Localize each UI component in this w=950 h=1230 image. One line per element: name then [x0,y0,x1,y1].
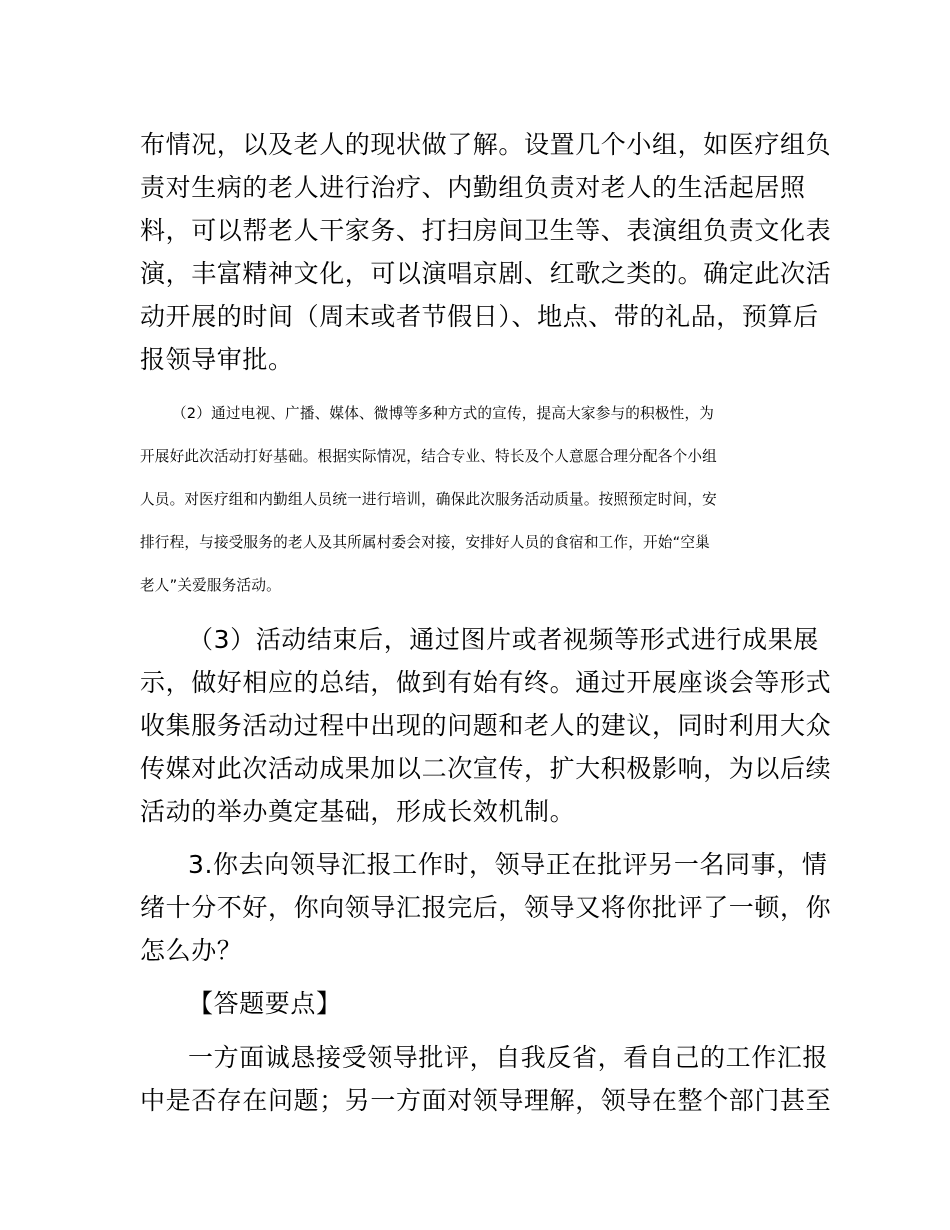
text-line: 开展好此次活动打好基础。根据实际情况，结合专业、特长及个人意愿合理分配各个小组 [140,448,717,465]
text-line: 活动的举办奠定基础，形成长效机制。 [140,797,576,826]
text-line: 报领导审批。 [140,345,294,374]
text-line: 怎么办？ [140,936,243,965]
text-line: 动开展的时间（周末或者节假日）、地点、带的礼品，预算后 [140,302,819,331]
text-line: 老人”关爱服务活动。 [140,577,281,594]
text-line: 一方面诚恳接受领导批评，自我反省，看自己的工作汇报 [188,1043,829,1072]
text-line: 演，丰富精神文化，可以演唱京剧、红歌之类的。确定此次活 [140,259,832,288]
text-line: 示，做好相应的总结，做到有始有终。通过开展座谈会等形式 [140,668,832,697]
text-line: 排行程，与接受服务的老人及其所属村委会对接，安排好人员的食宿和工作，开始“空巢 [140,534,710,551]
text-line: （2）通过电视、广播、媒体、微博等多种方式的宣传，提高大家参与的积极性，为 [172,405,715,422]
answer-heading: 【答题要点】 [188,989,342,1018]
text-line: 传媒对此次活动成果加以二次宣传，扩大积极影响，为以后续 [140,754,832,783]
text-line: 中是否存在问题；另一方面对领导理解，领导在整个部门甚至 [140,1086,832,1115]
text-line: 绪十分不好，你向领导汇报完后，领导又将你批评了一顿，你 [140,893,832,922]
text-line: 责对生病的老人进行治疗、内勤组负责对老人的生活起居照 [140,173,806,202]
text-line: 3.你去向领导汇报工作时，领导正在批评另一名同事，情 [188,850,828,879]
text-line: 收集服务活动过程中出现的问题和老人的建议，同时利用大众 [140,711,832,740]
text-line: 料，可以帮老人干家务、打扫房间卫生等、表演组负责文化表 [140,216,832,245]
text-line: （3）活动结束后，通过图片或者视频等形式进行成果展 [188,625,819,654]
text-line: 布情况，以及老人的现状做了解。设置几个小组，如医疗组负 [140,130,832,159]
text-line: 人员。对医疗组和内勤组人员统一进行培训，确保此次服务活动质量。按照预定时间，安 [140,491,717,508]
